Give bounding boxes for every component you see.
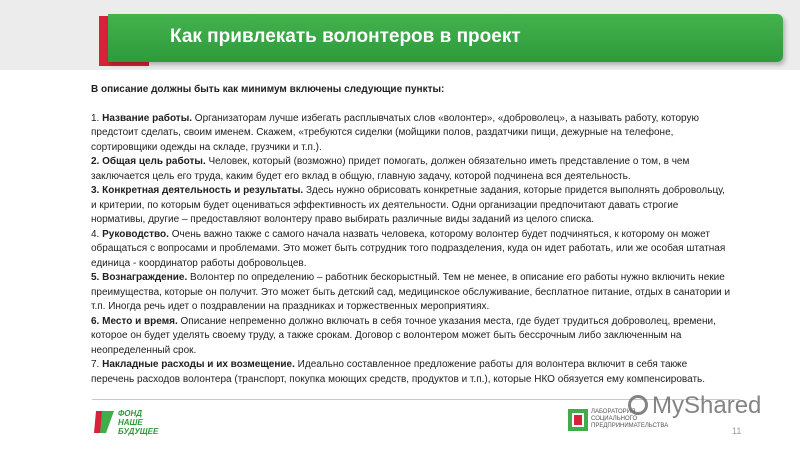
list-item xyxy=(91,112,731,156)
fond-logo-mark-icon xyxy=(94,409,116,435)
item-number: 3. xyxy=(91,185,103,196)
item-number: 1. xyxy=(91,112,103,124)
list-item xyxy=(91,271,731,315)
fond-logo-line: БУДУЩЕЕ xyxy=(118,427,159,436)
lab-logo-line: ПРЕДПРИНИМАТЕЛЬСТВА xyxy=(591,423,669,429)
item-number: 4. xyxy=(91,228,103,240)
list-item xyxy=(91,228,731,272)
item-heading: Вознаграждение. xyxy=(102,272,188,283)
list-item xyxy=(91,315,731,359)
watermark-circle-icon xyxy=(628,395,648,415)
item-number: 6. xyxy=(91,315,103,327)
fond-logo-line: ФОНД xyxy=(118,409,143,418)
list-item xyxy=(91,155,731,184)
intro-text: В описание должны быть как минимум включены следующие пункты: xyxy=(91,84,445,95)
page-number: 11 xyxy=(732,426,742,436)
item-text: Здесь нужно обрисовать конкретные задания, которые придется выполнять добровольцу, и критерии, по которым будет оцениваться эффективность их деятельности. Одни организации предпочитают давать строгие нормативы, другие – предоставляют волонтеру право выбирать различные виды заданий из целого списка. xyxy=(91,185,725,225)
item-text: Волонтер по определению – работник бескорыстный. Тем не менее, в описание его работы нужно включить некие преимущества, которые он получит. Это может быть детский сад, медицинское обслуживание, бесплатное питание, отдых в санатории и т.п. Иногда речь идет о поздравлении на праздниках и торжественных мероприятиях. xyxy=(91,272,731,312)
item-text: Очень важно также с самого начала назвать человека, которому волонтер будет подчиняться, к которому он может обращаться с вопросами и проблемами. Это может быть сотрудник того подразделения, куда он идет работать, или же особая штатная единица - координатор работы добровольцев. xyxy=(91,228,726,269)
fond-nashe-budushchee-logo xyxy=(94,403,174,443)
slide-body xyxy=(91,83,731,387)
lab-logo-mark-icon xyxy=(567,408,589,432)
item-heading: Накладные расходы и их возмещение. xyxy=(102,359,295,370)
myshared-watermark xyxy=(628,392,761,420)
fond-logo-line: НАШЕ xyxy=(118,418,143,427)
item-text: Описание непременно должно включать в себя точное указания места, где будет трудиться доброволец, времени, которое он будет уделять своему труду, а также срокам. Договор с волонтером может быть бессрочным либо заключенным на неопределенный срок. xyxy=(91,315,716,356)
item-heading: Общая цель работы. xyxy=(102,156,206,167)
title-bar xyxy=(108,14,783,62)
fond-logo-text xyxy=(118,409,158,436)
item-number: 5. xyxy=(91,272,103,283)
lab-logo-line: СОЦИАЛЬНОГО xyxy=(591,416,638,422)
item-heading: Конкретная деятельность и результаты. xyxy=(102,185,304,196)
watermark-text: MyShared xyxy=(652,392,762,419)
item-number: 2. xyxy=(91,156,103,167)
item-heading: Место и время. xyxy=(102,315,178,327)
list-item xyxy=(91,358,731,387)
item-text: Человек, который (возможно) придет помогать, должен обязательно иметь представление о том, в чем заключается цель его труда, каким будет его вклад в общую, главную задачу, которой подчинена вся деятельность. xyxy=(91,156,690,182)
list-item xyxy=(91,184,731,228)
item-text: Идеально составленное предложение работы для волонтера включит в себя также перечень расходов волонтера (транспорт, покупка моющих средств, продуктов и т.п.), которые НКО обязуется ему компенсировать. xyxy=(91,359,706,385)
slide-title: Как привлекать волонтеров в проект xyxy=(170,26,521,47)
item-text: Организаторам лучше избегать расплывчатых слов «волонтер», «доброволец», а называть работу, которую предстоит сделать, своим именем. Скажем, «требуются сиделки (мойщики полов, раздатчики пищи, дежурные на телефоне, сортировщики одежды на складе, грузчики и т.п.). xyxy=(91,112,699,153)
item-heading: Руководство. xyxy=(102,228,169,240)
item-number: 7. xyxy=(91,359,103,370)
lab-logo-line: ЛАБОРАТОРИЯ xyxy=(591,409,636,415)
item-heading: Название работы. xyxy=(102,112,193,124)
items-list xyxy=(91,112,731,388)
